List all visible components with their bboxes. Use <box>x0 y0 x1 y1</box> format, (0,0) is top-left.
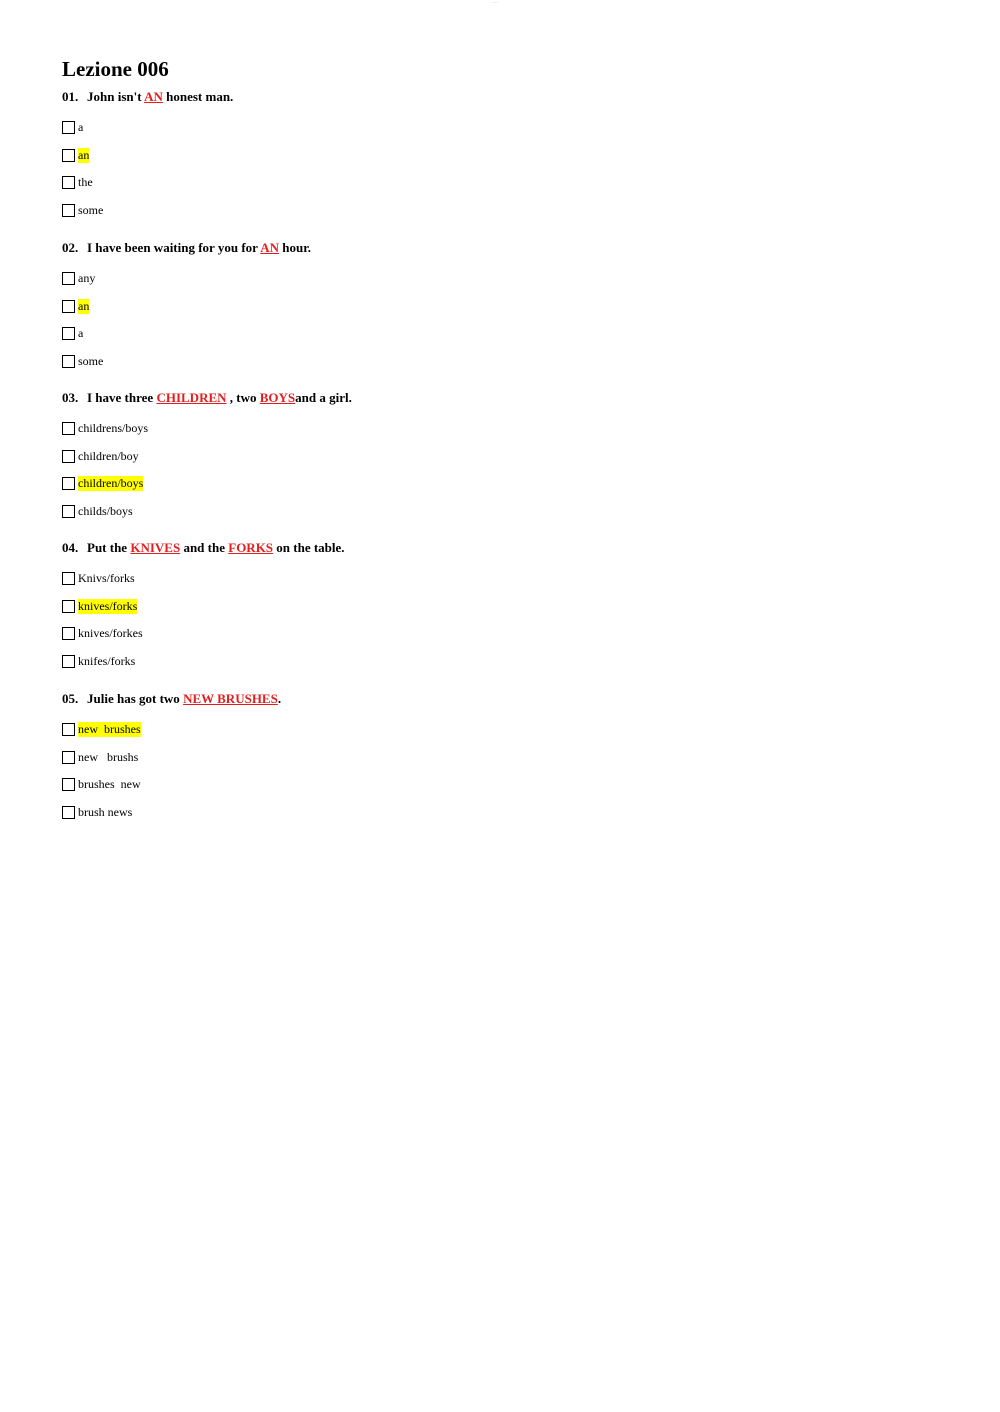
question-5 <box>62 690 281 826</box>
options-list <box>62 114 233 224</box>
question-fragment: honest man. <box>162 89 234 104</box>
option-row <box>62 415 352 443</box>
option-row <box>62 443 352 471</box>
option-row <box>62 265 311 293</box>
question-4 <box>62 539 345 675</box>
option-row <box>62 716 281 744</box>
option-label: knives/forkes <box>78 626 143 641</box>
correct-option-label: an <box>78 147 90 162</box>
question-number: 03. <box>62 390 79 405</box>
options-list <box>62 565 345 675</box>
option-row <box>62 169 233 197</box>
answer-word: FORKS <box>228 540 274 555</box>
option-row <box>62 565 345 593</box>
answer-word: CHILDREN <box>156 390 227 405</box>
option-label: childs/boys <box>78 504 133 519</box>
answer-word: NEW BRUSHES <box>183 691 278 706</box>
page-header-mark: -- -- -- <box>491 0 499 4</box>
option-checkbox[interactable] <box>62 300 75 313</box>
option-row <box>62 771 281 799</box>
option-row <box>62 593 345 621</box>
option-label: the <box>78 175 93 190</box>
option-row <box>62 470 352 498</box>
question-fragment: . <box>277 691 282 706</box>
option-label: some <box>78 354 104 369</box>
option-checkbox[interactable] <box>62 751 75 764</box>
option-checkbox[interactable] <box>62 778 75 791</box>
question-fragment: Put the <box>87 540 131 555</box>
correct-option-label: knives/forks <box>78 598 138 613</box>
option-label: children/boy <box>78 448 139 463</box>
question-text <box>62 88 233 106</box>
correct-option-label: new brushes <box>78 722 141 737</box>
question-number: 02. <box>62 240 79 255</box>
question-number: 05. <box>62 691 79 706</box>
option-label: brushes new <box>78 777 141 792</box>
option-checkbox[interactable] <box>62 204 75 217</box>
option-checkbox[interactable] <box>62 272 75 285</box>
question-fragment: , two <box>226 390 260 405</box>
correct-option-label: children/boys <box>78 476 144 491</box>
question-text <box>62 239 311 257</box>
option-label: childrens/boys <box>78 421 148 436</box>
answer-word: KNIVES <box>130 540 181 555</box>
option-label: knifes/forks <box>78 654 136 669</box>
question-fragment: Julie has got two <box>87 691 184 706</box>
question-2 <box>62 239 311 375</box>
option-label: Knivs/forks <box>78 571 135 586</box>
question-number: 01. <box>62 89 79 104</box>
option-row <box>62 620 345 648</box>
option-checkbox[interactable] <box>62 327 75 340</box>
question-fragment: on the table. <box>273 540 345 555</box>
option-row <box>62 498 352 526</box>
option-row <box>62 799 281 827</box>
option-checkbox[interactable] <box>62 477 75 490</box>
option-checkbox[interactable] <box>62 627 75 640</box>
option-row <box>62 348 311 376</box>
question-fragment: John isn't <box>87 89 145 104</box>
question-text <box>62 539 345 557</box>
option-checkbox[interactable] <box>62 422 75 435</box>
options-list <box>62 716 281 826</box>
option-checkbox[interactable] <box>62 723 75 736</box>
question-text <box>62 389 352 407</box>
option-checkbox[interactable] <box>62 149 75 162</box>
question-fragment: and a girl. <box>295 390 352 405</box>
option-checkbox[interactable] <box>62 655 75 668</box>
question-3 <box>62 389 352 525</box>
question-fragment: I have been waiting for you for <box>87 240 261 255</box>
option-row <box>62 114 233 142</box>
options-list <box>62 415 352 525</box>
option-row <box>62 293 311 321</box>
correct-option-label: an <box>78 298 90 313</box>
option-row <box>62 197 233 225</box>
question-fragment: hour. <box>279 240 312 255</box>
answer-word: BOYS <box>259 390 296 405</box>
option-row <box>62 648 345 676</box>
option-checkbox[interactable] <box>62 121 75 134</box>
option-checkbox[interactable] <box>62 505 75 518</box>
option-label: new brushs <box>78 749 139 764</box>
question-number: 04. <box>62 540 79 555</box>
option-label: brush news <box>78 805 133 820</box>
question-fragment: and the <box>180 540 229 555</box>
option-checkbox[interactable] <box>62 572 75 585</box>
option-checkbox[interactable] <box>62 176 75 189</box>
page-title: Lezione 006 <box>62 57 169 81</box>
question-1 <box>62 88 233 224</box>
option-row <box>62 320 311 348</box>
option-label: some <box>78 203 104 218</box>
option-row <box>62 142 233 170</box>
option-label: a <box>78 326 84 341</box>
question-fragment: I have three <box>87 390 157 405</box>
option-checkbox[interactable] <box>62 355 75 368</box>
option-checkbox[interactable] <box>62 450 75 463</box>
answer-word: AN <box>260 240 280 255</box>
option-row <box>62 744 281 772</box>
option-label: any <box>78 271 96 286</box>
options-list <box>62 265 311 375</box>
answer-word: AN <box>144 89 163 104</box>
option-checkbox[interactable] <box>62 600 75 613</box>
option-checkbox[interactable] <box>62 806 75 819</box>
question-text <box>62 690 281 708</box>
option-label: a <box>78 120 84 135</box>
